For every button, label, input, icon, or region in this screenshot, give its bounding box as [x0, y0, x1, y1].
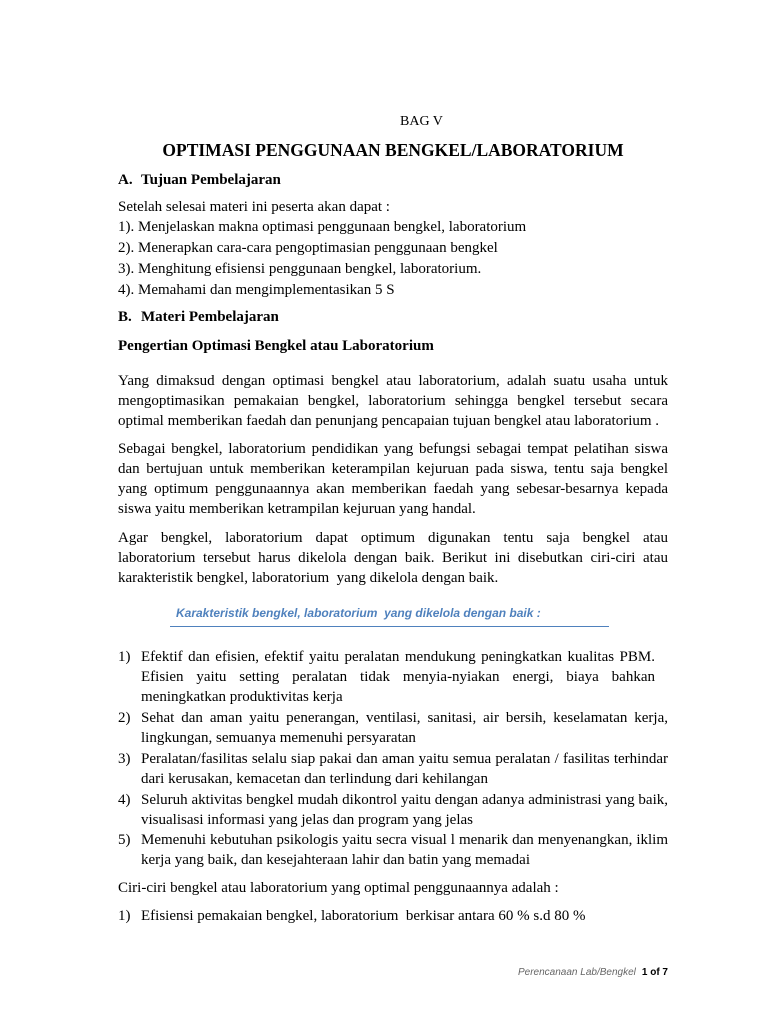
optimal-intro: [118, 878, 668, 898]
footer: [368, 966, 668, 980]
paragraph-line: yang optimum penggunaannya akan memberikan faedah yang sebesar-besarnya kepada: [118, 481, 668, 498]
list-marker: 1): [118, 648, 131, 665]
objective-item: 4). Memahami dan mengimplementasikan 5 S: [118, 281, 395, 298]
section-marker: B.: [118, 308, 132, 325]
document-title: OPTIMASI PENGGUNAAN BENGKEL/LABORATORIUM: [162, 140, 624, 160]
objective-item: 1). Menjelaskan makna optimasi penggunaan bengkel, laboratorium: [118, 219, 527, 236]
list-item: [118, 647, 668, 707]
heading-underline: [170, 626, 609, 627]
paragraph-line: siswa yaitu memberikan ketrampilan kejuruan yang handal.: [118, 501, 476, 518]
intro-text: Setelah selesai materi ini peserta akan dapat :: [118, 198, 390, 215]
paragraph: [118, 528, 668, 589]
section-a-heading: [118, 170, 281, 191]
list-item-line: Efektif dan efisien, efektif yaitu peralatan mendukung peningkatkan kualitas PBM.: [141, 648, 655, 665]
paragraph-line: Yang dimaksud dengan optimasi bengkel atau laboratorium, adalah suatu usaha untuk: [118, 372, 668, 389]
list-marker: 5): [118, 831, 131, 848]
list-item: [118, 906, 668, 927]
footer-doc-name: Perencanaan Lab/Bengkel: [518, 967, 636, 978]
list-marker: 4): [118, 791, 131, 808]
paragraph-line: Ciri-ciri bengkel atau laboratorium yang optimal penggunaannya adalah :: [118, 879, 559, 896]
paragraph-line: mengoptimasikan pemakaian bengkel, laboratorium sehingga bengkel tersebut secara: [118, 392, 668, 409]
list-item-line: kerja yang baik, dan kesejahteraan lahir dan batin yang memadai: [141, 851, 531, 868]
list-marker: 1): [118, 907, 131, 924]
list-item-line: Sehat dan aman yaitu penerangan, ventilasi, sanitasi, air bersih, keselamatan kerja,: [141, 709, 668, 726]
paragraph-line: karakteristik bengkel, laboratorium yang dikelola dengan baik.: [118, 570, 499, 587]
paragraph-line: laboratorium tersebut harus dikelola dengan baik. Berikut ini disebutkan ciri-ciri atau: [118, 549, 668, 566]
paragraph-line: Sebagai bengkel, laboratorium pendidikan yang befungsi sebagai tempat pelatihan siswa: [118, 440, 668, 457]
list-marker: 3): [118, 750, 131, 767]
paragraph-line: Agar bengkel, laboratorium dapat optimum digunakan tentu saja bengkel atau: [118, 529, 668, 546]
list-item-line: Peralatan/fasilitas selalu siap pakai dan aman yaitu semua peralatan / fasilitas terhindar: [141, 750, 668, 767]
section-heading-text: Materi Pembelajaran: [141, 308, 279, 325]
list-item-line: Memenuhi kebutuhan psikologis yaitu secra visual l menarik dan menyenangkan, iklim: [141, 831, 668, 848]
list-item-line: Efisiensi pemakaian bengkel, laboratorium berkisar antara 60 % s.d 80 %: [141, 907, 586, 924]
section-marker: A.: [118, 171, 133, 188]
chapter-label: BAG V: [400, 114, 443, 129]
objectives-block: [118, 197, 668, 301]
section-b-heading: [118, 307, 279, 328]
list-item-line: visualisasi informasi yang jelas dan program yang jelas: [141, 811, 473, 828]
list-item-line: lingkungan, semuanya memenuhi persyaratan: [141, 729, 416, 746]
characteristics-heading: Karakteristik bengkel, laboratorium yang dikelola dengan baik :: [176, 605, 541, 620]
paragraph-line: optimal memberikan faedah dan penunjang pencapaian tujuan bengkel atau laboratorium .: [118, 413, 660, 430]
section-heading-text: Tujuan Pembelajaran: [141, 171, 281, 188]
paragraph: [118, 439, 668, 520]
list-marker: 2): [118, 709, 131, 726]
objective-item: 2). Menerapkan cara-cara pengoptimasian penggunaan bengkel: [118, 240, 498, 256]
objective-item: 3). Menghitung efisiensi penggunaan bengkel, laboratorium.: [118, 260, 482, 277]
list-item-line: meningkatkan produktivitas kerja: [141, 689, 343, 706]
paragraph-line: dan bertujuan untuk memberikan keterampilan kejuruan pada siswa, tentu saja bengkel: [118, 460, 668, 477]
paragraph: [118, 371, 668, 432]
list-item-line: Seluruh aktivitas bengkel mudah dikontrol yaitu dengan adanya administrasi yang baik,: [141, 791, 668, 808]
list-item-line: Efisien yaitu setting peralatan tidak menyia-nyiakan energi, biaya bahkan: [141, 668, 655, 685]
footer-page-number: 1 of 7: [641, 967, 668, 978]
subheading: Pengertian Optimasi Bengkel atau Laboratorium: [118, 337, 434, 354]
list-item-line: dari kerusakan, kemacetan dan terlindung dari kehilangan: [141, 770, 488, 787]
